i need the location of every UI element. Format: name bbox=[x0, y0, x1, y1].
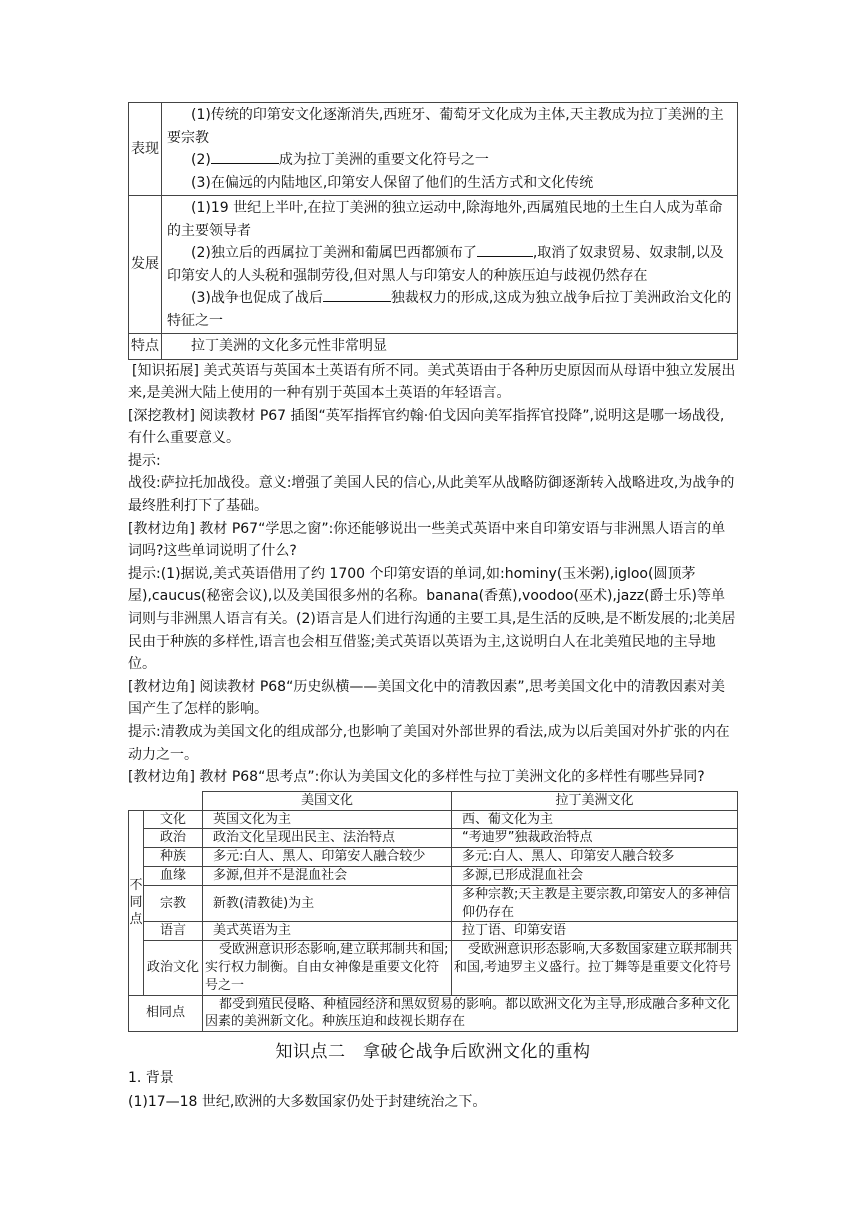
fill-blank[interactable] bbox=[211, 149, 279, 164]
attr-cell: 文化 bbox=[144, 810, 203, 829]
table-row bbox=[129, 995, 738, 1032]
fill-blank[interactable] bbox=[477, 242, 533, 257]
la-cell: 西、葡文化为主 bbox=[452, 810, 738, 829]
column-header: 美国文化 bbox=[203, 791, 452, 810]
knowledge-expand-paragraph: [知识拓展] 美式英语与英国本土英语有所不同。美式英语由于各种历史原因而从母语中独立发展出来,是美洲大陆上使用的一种有别于英国本土英语的年轻语言。 bbox=[128, 362, 736, 402]
line-text: ,取消了奴隶贸易、奴隶制,以及印第安人的人头税和强制劳役,但对黑人与印第安人的种族压迫与歧视仍然存在 bbox=[167, 245, 724, 284]
culture-comparison-table bbox=[128, 791, 738, 1032]
textbook-question: [教材边角] 阅读教材 P68“历史纵横——美国文化中的清教因素”,思考美国文化中的清教因素对美国产生了怎样的影响。 bbox=[128, 678, 726, 718]
la-cell: “考迪罗”独裁政治特点 bbox=[452, 829, 738, 848]
table-row bbox=[129, 196, 738, 334]
content-line: (3)在偏远的内陆地区,印第安人保留了他们的生活方式和文化传统 bbox=[191, 174, 594, 191]
us-cell: 政治文化呈现出民主、法治特点 bbox=[203, 829, 452, 848]
us-cell: 受欧洲意识形态影响,建立联邦制共和国;实行权力制衡。自由女神像是重要文化符号之一 bbox=[203, 941, 452, 995]
textbook-question: [教材边角] 教材 P67“学思之窗”:你还能够说出一些美式英语中来自印第安语与非洲黑人语言的单词吗?这些单词说明了什么? bbox=[128, 520, 726, 560]
hint-answer: 提示:清教成为美国文化的组成部分,也影响了美国对外部世界的看法,成为以后美国对外扩张的内在动力之一。 bbox=[128, 724, 730, 763]
attr-cell: 政治 bbox=[144, 829, 203, 848]
content-line: (1)19 世纪上半叶,在拉丁美洲的独立运动中,除海地外,西属殖民地的土生白人成为革命的主要领导者 bbox=[167, 200, 723, 239]
line-text: 成为拉丁美洲的重要文化符号之一 bbox=[278, 152, 489, 168]
table-row bbox=[129, 810, 738, 829]
same-label: 相同点 bbox=[129, 995, 203, 1032]
row-content bbox=[162, 196, 738, 334]
row-label: 发展 bbox=[129, 196, 162, 334]
us-cell: 多源,但并不是混血社会 bbox=[203, 866, 452, 885]
table-row bbox=[129, 922, 738, 941]
us-cell: 英国文化为主 bbox=[203, 810, 452, 829]
row-content bbox=[162, 103, 738, 196]
line-text: (2) bbox=[191, 152, 211, 168]
table-row bbox=[129, 103, 738, 196]
table-row bbox=[129, 941, 738, 995]
la-cell: 多种宗教;天主教是主要宗教,印第安人的多神信仰仍存在 bbox=[452, 885, 738, 922]
la-cell: 受欧洲意识形态影响,大多数国家建立联邦制共和国,考迪罗主义盛行。拉丁舞等是重要文化符号 bbox=[452, 941, 738, 995]
same-text: 都受到殖民侵略、种植园经济和黑奴贸易的影响。都以欧洲文化为主导,形成融合多种文化因素的美洲新文化。种族压迫和歧视长期存在 bbox=[203, 995, 738, 1032]
diff-label bbox=[129, 810, 144, 995]
latin-america-culture-table bbox=[128, 102, 738, 360]
la-cell: 多源,已形成混血社会 bbox=[452, 866, 738, 885]
content-line: 拉丁美洲的文化多元性非常明显 bbox=[191, 338, 387, 354]
section-title: 知识点二 拿破仑战争后欧洲文化的重构 bbox=[275, 1042, 591, 1063]
table-row bbox=[129, 848, 738, 867]
us-cell: 新教(清教徒)为主 bbox=[203, 885, 452, 922]
hint-answer: 提示:(1)据说,美式英语借用了约 1700 个印第安语的单词,如:hominy(玉米粥),igloo(圆顶茅屋),caucus(秘密会议),以及美国很多州的名称。banana(香蕉),voodoo(巫术),jazz(爵士乐)等单词则与非洲黑人语言有关。(2)语言是人们进行沟通的主要工具,是生活的反映,是不断发展的;北美居民由于种族的多样性,语言也会相互借鉴;美式英语以英语为主,这说明白人在北美殖民地的主导地位。 bbox=[128, 565, 736, 673]
row-label: 特点 bbox=[129, 334, 162, 360]
la-cell: 拉丁语、印第安语 bbox=[452, 922, 738, 941]
section-paragraph: (1)17—18 世纪,欧洲的大多数国家仍处于封建统治之下。 bbox=[128, 1094, 487, 1111]
line-text: (3)战争也促成了战后 bbox=[191, 290, 323, 306]
content-line bbox=[163, 149, 736, 172]
content-line bbox=[163, 242, 736, 287]
line-text: (2)独立后的西属拉丁美洲和葡属巴西都颁布了 bbox=[191, 245, 477, 261]
us-cell: 美式英语为主 bbox=[203, 922, 452, 941]
la-cell: 多元:白人、黑人、印第安人融合较多 bbox=[452, 848, 738, 867]
textbook-question: [教材边角] 教材 P68“思考点”:你认为美国文化的多样性与拉丁美洲文化的多样性有哪些异同? bbox=[128, 769, 705, 786]
us-cell: 多元:白人、黑人、印第安人融合较少 bbox=[203, 848, 452, 867]
content-line: (1)传统的印第安文化逐渐消失,西班牙、葡萄牙文化成为主体,天主教成为拉丁美洲的主要宗教 bbox=[167, 107, 724, 146]
row-content bbox=[162, 334, 738, 360]
table-row bbox=[129, 829, 738, 848]
hint-label: 提示: bbox=[128, 452, 161, 469]
attr-cell: 血缘 bbox=[144, 866, 203, 885]
hint-answer: 战役:萨拉托加战役。意义:增强了美国人民的信心,从此美军从战略防御逐渐转入战略进攻,为战争的最终胜利打下了基础。 bbox=[128, 475, 735, 515]
row-label: 表现 bbox=[129, 103, 162, 196]
table-header-row bbox=[129, 791, 738, 810]
section-subheading: 1. 背景 bbox=[128, 1070, 174, 1087]
fill-blank[interactable] bbox=[323, 287, 391, 302]
diff-label-text: 不同点 bbox=[129, 878, 143, 928]
table-row bbox=[129, 866, 738, 885]
attr-cell: 宗教 bbox=[144, 885, 203, 922]
column-header: 拉丁美洲文化 bbox=[452, 791, 738, 810]
textbook-question: [深挖教材] 阅读教材 P67 插图“英军指挥官约翰·伯戈因向美军指挥官投降”,说明这是哪一场战役,有什么重要意义。 bbox=[128, 407, 725, 447]
page bbox=[128, 102, 738, 1114]
content-line bbox=[163, 287, 736, 332]
table-row bbox=[129, 334, 738, 360]
header-empty-cell bbox=[129, 791, 203, 810]
table-row bbox=[129, 885, 738, 922]
attr-cell: 种族 bbox=[144, 848, 203, 867]
attr-cell: 政治文化 bbox=[144, 941, 203, 995]
attr-cell: 语言 bbox=[144, 922, 203, 941]
line-text: 独裁权力的形成,这成为独立战争后拉丁美洲政治文化的特征之一 bbox=[167, 290, 732, 329]
